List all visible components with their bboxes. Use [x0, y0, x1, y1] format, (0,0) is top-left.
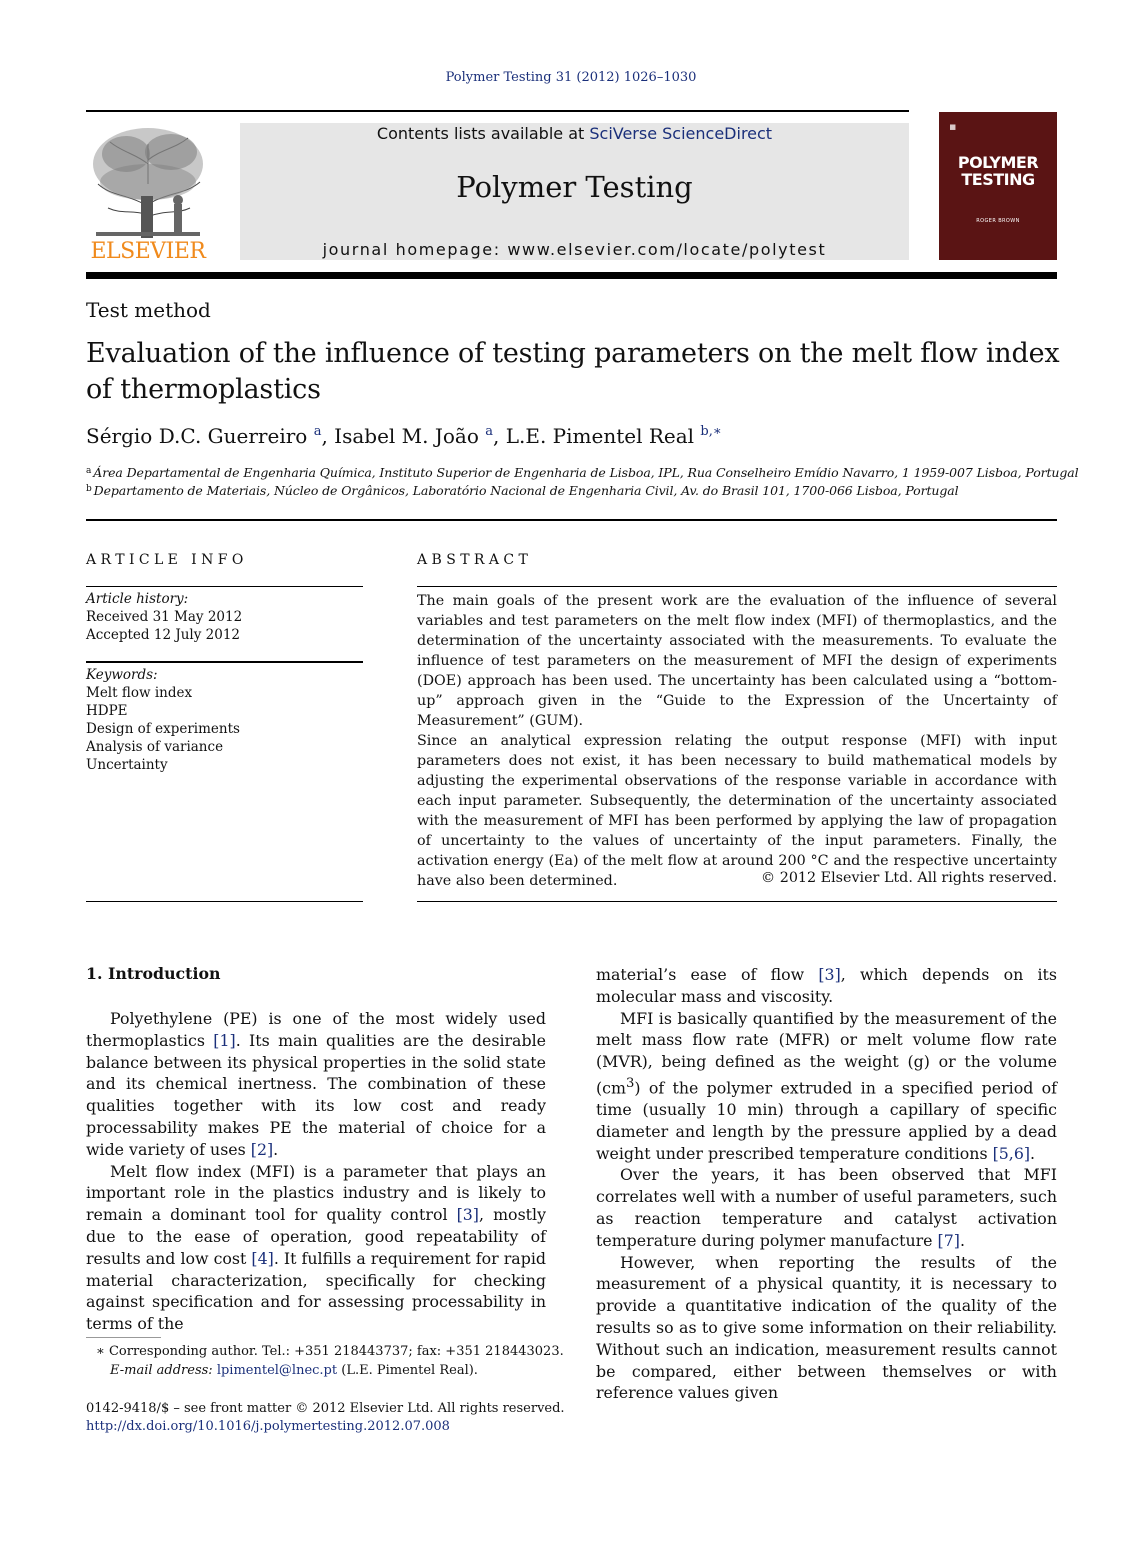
body-paragraph [86, 1008, 546, 1161]
text-run: . [273, 1139, 279, 1159]
affiliation-text: Área Departamental de Engenharia Química, Instituto Superior de Engenharia de Lisboa, IPL, Rua Conselheiro Emídio Navarro, 1 1959-007 Lisboa, Portugal [93, 465, 1079, 480]
cover-title [939, 154, 1057, 188]
article-section-type: Test method [86, 298, 211, 322]
affiliation-a [86, 465, 1079, 480]
author-affiliation-mark[interactable]: a [313, 424, 322, 439]
contents-line [240, 124, 909, 143]
title-block-rule [86, 519, 1057, 521]
cover-title-line1: POLYMER [957, 153, 1039, 172]
citation-link[interactable]: [4] [251, 1248, 274, 1268]
author-name: Sérgio D.C. Guerreiro [86, 424, 308, 448]
citation-link[interactable]: [3] [818, 965, 841, 984]
article-title: Evaluation of the influence of testing parameters on the melt flow index of thermoplastics [86, 338, 1060, 405]
keyword: Melt flow index [86, 685, 193, 701]
author-separator: , [493, 424, 506, 448]
text-run: Over the years, it has been observed that MFI correlates well with a number of useful parameters, such as reaction temperature and catalyst activation temperature during polymer manufacture [596, 1165, 1057, 1250]
text-run: . [959, 1230, 965, 1250]
section-heading: 1. Introduction [86, 964, 221, 983]
front-matter-text: 0142-9418/$ – see front matter © 2012 Elsevier Ltd. All rights reserved. [86, 1401, 565, 1416]
keyword: Design of experiments [86, 721, 240, 737]
affiliation-b [86, 483, 959, 498]
contents-prefix: Contents lists available at [376, 124, 590, 143]
journal-name: Polymer Testing [456, 170, 693, 204]
article-history [86, 590, 242, 644]
email-name: (L.E. Pimentel Real). [337, 1363, 478, 1378]
footnote-rule [86, 1337, 161, 1338]
keywords-label: Keywords: [86, 667, 158, 683]
email-note [110, 1361, 478, 1380]
author-separator: , [321, 424, 335, 448]
cover-title-line2: TESTING [961, 170, 1035, 189]
journal-reference[interactable]: Polymer Testing 31 (2012) 1026–1030 [445, 70, 697, 85]
author-name: Isabel M. João [334, 424, 479, 448]
keyword: Analysis of variance [86, 739, 224, 755]
abstract-bottom-rule [417, 901, 1057, 902]
abstract-copyright: © 2012 Elsevier Ltd. All rights reserved. [760, 870, 1057, 886]
body-paragraph [596, 964, 1057, 1008]
keyword: HDPE [86, 703, 128, 719]
cover-editor: ROGER BROWN [976, 218, 1020, 224]
article-info-bottom-rule [86, 901, 363, 902]
superscript: 3 [626, 1075, 635, 1091]
citation-link[interactable]: [2] [250, 1139, 274, 1159]
header-top-rule [86, 110, 909, 112]
text-run: , which depends on its molecular mass and viscosity. [596, 965, 1057, 1006]
citation-link[interactable]: [5,6] [992, 1143, 1031, 1163]
affiliation-mark: b [86, 484, 92, 494]
text-run: material’s ease of flow [596, 965, 819, 984]
article-history-label: Article history: [86, 591, 189, 607]
body-column-right [596, 964, 1057, 1404]
affiliation-mark: a [86, 466, 92, 476]
elsevier-wordmark: ELSEVIER [90, 239, 206, 264]
corresponding-author-note: ∗ Corresponding author. Tel.: +351 218443737; fax: +351 218443023. [96, 1344, 564, 1359]
text-run: . [1030, 1143, 1036, 1163]
abstract-text [417, 591, 1057, 891]
author-affiliation-mark[interactable]: a [485, 424, 493, 439]
body-paragraph [596, 1164, 1057, 1251]
email-label: E-mail address: [110, 1363, 217, 1378]
email-link[interactable]: lpimentel@lnec.pt [216, 1363, 338, 1378]
text-run: ) of the polymer extruded in a specified period of time (usually 10 min) through a capillary of specific diameter and length by the pressure applied by a dead weight under prescribed temperature conditions [596, 1078, 1057, 1163]
journal-cover [939, 112, 1057, 260]
citation-link[interactable]: [1] [213, 1030, 236, 1050]
citation-link[interactable]: [7] [937, 1230, 960, 1250]
header-bottom-rule [86, 272, 1057, 279]
body-column-left [86, 1008, 546, 1335]
author-affiliation-mark[interactable]: b,∗ [700, 424, 722, 439]
keywords-rule [86, 661, 363, 663]
front-matter [86, 1400, 565, 1436]
keyword: Uncertainty [86, 757, 168, 773]
abstract-paragraph: Since an analytical expression relating the output response (MFI) with input parameters does not exist, it has been necessary to build mathematical models by adjusting the experimental observations of the response variable in accordance with each input parameter. Subsequently, the determination of the uncertainty associated with the measurement of MFI has been performed by applying the law of propagation of uncertainty to the values of uncertainty of the input parameters. Finally, the activation energy (Ea) of the melt flow at around 200 °C and the respective uncertainty have also been determined. [417, 733, 1057, 889]
sciencedirect-link[interactable]: SciVerse ScienceDirect [589, 124, 773, 143]
journal-homepage[interactable]: journal homepage: www.elsevier.com/locate/polytest [322, 240, 827, 259]
body-paragraph: However, when reporting the results of the measurement of a physical quantity, it is necessary to provide a quantitative indication of the quality of the results so as to give some information on their reliability. Without such an indication, measurement results cannot be compared, either between themselves or with reference values given [596, 1252, 1057, 1403]
text-run: MFI is basically quantified by the measurement of the melt mass flow rate (MFR) or melt volume flow rate (MVR), being defined as the weight (g) or the volume (cm [596, 1008, 1057, 1098]
abstract-paragraph: The main goals of the present work are the evaluation of the influence of several variables and test parameters on the melt flow index (MFI) of thermoplastics, and the determination of the uncertainty associated with the measurements. To evaluate the influence of test parameters on the measurement of MFI the design of experiments (DOE) approach has been used. The uncertainty has been calculated using a “bottom-up” approach given in the “Guide to the Expression of the Uncertainty of Measurement” (GUM). [417, 593, 1057, 729]
author-list [86, 424, 722, 448]
doi-link[interactable]: http://dx.doi.org/10.1016/j.polymertesting.2012.07.008 [86, 1419, 450, 1434]
body-paragraph [596, 1008, 1057, 1165]
citation-link[interactable]: [3] [456, 1205, 479, 1225]
text-run: . It fulfills a requirement for rapid material characterization, specifically for checking against specification and for assessing processability in terms of the [86, 1248, 546, 1334]
accepted-date: Accepted 12 July 2012 [86, 627, 241, 643]
text-run: . Its main qualities are the desirable balance between its physical properties in the solid state and its chemical inertness. The combination of these qualities together with its low cost and ready processability makes PE the material of choice for a wide variety of uses [86, 1030, 546, 1159]
body-paragraph [86, 1161, 546, 1335]
text-run: , mostly due to the ease of operation, good repeatability of results and low cost [86, 1205, 546, 1268]
keywords-block [86, 666, 240, 774]
abstract-rule [417, 586, 1057, 587]
received-date: Received 31 May 2012 [86, 609, 243, 625]
text-run: Melt flow index (MFI) is a parameter that plays an important role in the plastics industry and is likely to remain a dominant tool for quality control [86, 1161, 546, 1225]
affiliation-text: Departamento de Materiais, Núcleo de Orgânicos, Laboratório Nacional de Engenharia Civil, Av. do Brasil 101, 1700-066 Lisboa, Portugal [93, 483, 959, 498]
text-run: Polyethylene (PE) is one of the most widely used thermoplastics [86, 1009, 546, 1050]
article-info-heading: ARTICLE INFO [86, 552, 248, 568]
article-info-rule [86, 586, 363, 587]
abstract-heading: ABSTRACT [417, 552, 533, 568]
cover-corner-icon: ▪ [949, 120, 957, 133]
author-name: L.E. Pimentel Real [505, 424, 695, 448]
